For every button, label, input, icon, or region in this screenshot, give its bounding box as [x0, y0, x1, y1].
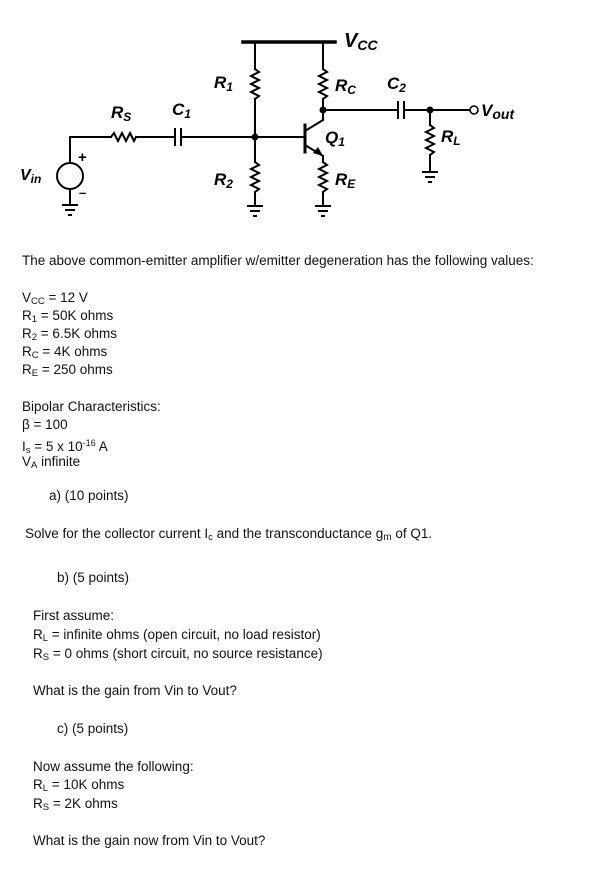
part-a-label: a) (10 points)	[49, 488, 129, 503]
q1-emitter-arrow	[313, 147, 323, 156]
c2-label: $C_2$	[387, 74, 406, 95]
part-b-first: First assume:	[33, 608, 115, 623]
part-b-rl: $R_L$ = infinite ohms (open circuit, no load resistor)	[33, 627, 321, 644]
part-c-rs: $R_S = 2K$ ohms	[33, 796, 118, 813]
r1-label: $R_1$	[214, 73, 233, 94]
re-label: $R_E$	[335, 170, 356, 191]
rl-label: $R_L$	[441, 127, 461, 148]
part-b-rs: $R_S = 0$ ohms (short circuit, no source resistance)	[33, 646, 323, 663]
value-rc: $R_C = 4K$ ohms	[22, 344, 108, 361]
value-r2: $R_2 = 6.5K$ ohms	[22, 326, 117, 343]
intro-text: The above common-emitter amplifier w/emitter degeneration has the following values:	[22, 253, 534, 268]
part-a-question: Solve for the collector current $I_c$ and the transconductance gm of Q1.	[25, 526, 433, 543]
vin-plus-sign: +	[78, 149, 87, 166]
part-b-question: What is the gain from Vin to Vout?	[33, 683, 237, 698]
re-resistor	[319, 162, 327, 192]
vout-terminal-icon	[470, 106, 478, 114]
part-c-now: Now assume the following:	[33, 759, 194, 774]
part-b-label: b) (5 points)	[57, 570, 130, 585]
bipolar-heading: Bipolar Characteristics:	[22, 399, 161, 414]
junction-dot	[320, 107, 327, 114]
junction-dot	[427, 107, 434, 114]
rl-resistor	[426, 125, 434, 155]
q1-label: $Q_1$	[325, 128, 345, 149]
bipolar-va: $V_A$ infinite	[22, 454, 81, 471]
vin-label: $V_{in}$	[20, 167, 42, 186]
vcc-label: $V_{CC}$	[344, 30, 378, 53]
r1-resistor	[251, 69, 259, 99]
rs-label: $R_S$	[111, 103, 132, 124]
value-re: $R_E = 250$ ohms	[22, 362, 113, 379]
circuit-diagram	[0, 0, 613, 240]
c1-label: $C_1$	[172, 100, 191, 121]
r2-label: $R_2$	[214, 170, 233, 191]
rs-resistor	[111, 133, 136, 141]
r2-resistor	[251, 162, 259, 192]
vin-minus-sign: –	[79, 185, 87, 200]
vout-label: $V_{out}$	[481, 101, 515, 122]
q1-collector	[305, 120, 323, 131]
part-c-rl: $R_L = 10K$ ohms	[33, 777, 125, 794]
value-r1: $R_1 = 50K$ ohms	[22, 308, 114, 325]
value-vcc: $V_{CC} = 12$ V	[22, 290, 88, 307]
bipolar-beta: β = 100	[22, 417, 68, 432]
part-c-label: c) (5 points)	[57, 721, 129, 736]
bipolar-is: $I_s = 5$ x $10^{-16}$ A	[22, 438, 108, 456]
rc-label: $R_C$	[335, 76, 356, 97]
rc-resistor	[319, 69, 327, 99]
part-c-question: What is the gain now from Vin to Vout?	[33, 833, 266, 848]
junction-dot	[252, 134, 259, 141]
